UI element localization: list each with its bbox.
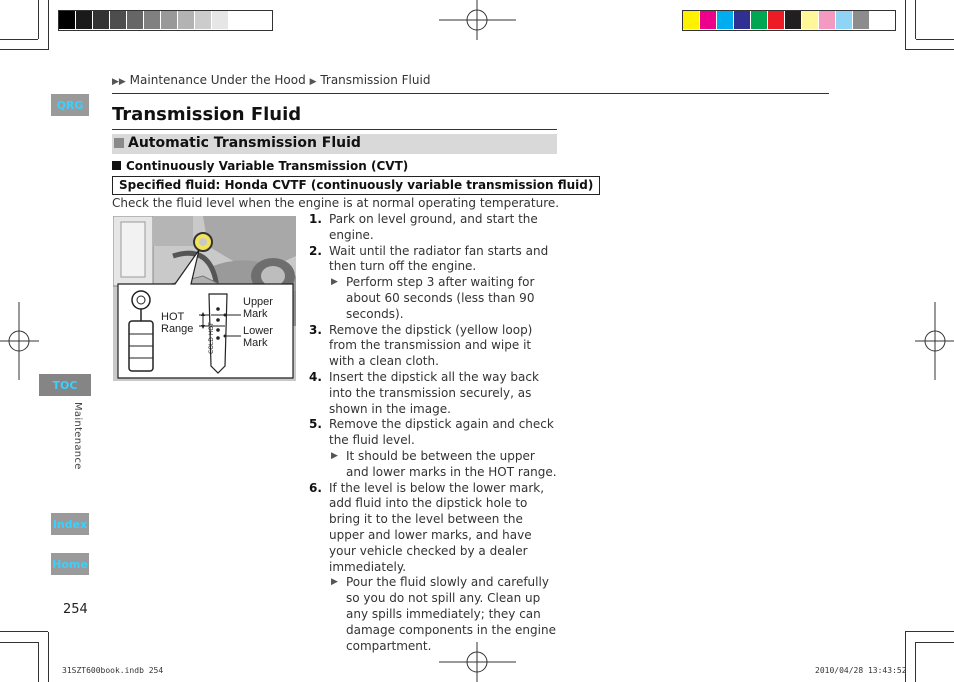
dipstick-illustration: [113, 216, 296, 381]
section-title: Automatic Transmission Fluid: [128, 135, 361, 151]
color-swatch: [683, 11, 700, 29]
color-swatch: [785, 11, 802, 29]
subsection-title: Continuously Variable Transmission (CVT): [126, 159, 409, 173]
subsection-heading: [112, 159, 408, 173]
step-text: Insert the dipstick all the way back into the transmission securely, as shown in the image.: [329, 369, 539, 416]
header-rule: [112, 93, 829, 94]
gray-swatch: [144, 11, 161, 29]
qrg-tab[interactable]: QRG: [51, 94, 89, 116]
color-swatch: [700, 11, 717, 29]
chapter-side-label: Maintenance: [72, 402, 83, 470]
note-arrow-icon: ▶: [331, 577, 338, 588]
step-note-text: It should be between the upper and lower marks in the HOT range.: [346, 448, 557, 479]
step-text: Remove the dipstick again and check the fluid level.: [329, 417, 554, 448]
gray-swatch: [229, 11, 246, 29]
lower-mark-label: Lower Mark: [243, 325, 273, 349]
color-swatch: [802, 11, 819, 29]
hot-range-label: HOT Range: [161, 311, 194, 335]
gray-swatch: [76, 11, 93, 29]
index-tab[interactable]: Index: [51, 513, 89, 535]
step-note-text: Perform step 3 after waiting for about 60 seconds (less than 90 seconds).: [346, 275, 535, 321]
gray-swatch: [212, 11, 229, 29]
section-heading: [112, 134, 557, 154]
gray-swatch: [110, 11, 127, 29]
footer-filename: 31SZT600book.indb 254: [62, 666, 164, 675]
color-swatch: [734, 11, 751, 29]
color-swatch: [819, 11, 836, 29]
step-note: [305, 275, 559, 322]
note-arrow-icon: ▶: [331, 450, 338, 461]
color-swatch: [853, 11, 870, 29]
procedure-steps: [305, 212, 559, 654]
step-number: 1.: [309, 212, 322, 226]
step-text: Park on level ground, and start the engine.: [329, 212, 538, 242]
engine-bay-drawing: [113, 216, 296, 381]
step-item: [305, 323, 559, 370]
toc-tab[interactable]: TOC: [39, 374, 91, 396]
note-arrow-icon: ▶: [331, 277, 338, 288]
intro-text: Check the fluid level when the engine is at normal operating temperature.: [112, 196, 560, 210]
gray-swatch-bar: [59, 11, 246, 29]
color-swatch: [751, 11, 768, 29]
gray-swatch: [195, 11, 212, 29]
step-item: [305, 417, 559, 449]
gray-swatch: [127, 11, 144, 29]
color-swatch-bar: [683, 11, 870, 29]
specified-fluid-box: Specified fluid: Honda CVTF (continuously variable transmission fluid): [112, 176, 600, 195]
breadcrumb-current: Transmission Fluid: [320, 73, 431, 87]
step-text: If the level is below the lower mark, add fluid into the dipstick hole to bring it to the level between the upper and lower marks, and have your vehicle checked by a dealer immediately.: [329, 480, 545, 574]
breadcrumb-link-maintenance[interactable]: Maintenance Under the Hood: [129, 73, 306, 87]
color-swatch: [717, 11, 734, 29]
page-number: 254: [63, 602, 88, 617]
color-swatch: [768, 11, 785, 29]
title-rule: [112, 129, 557, 130]
step-number: 3.: [309, 322, 322, 337]
breadcrumb-arrow-icon: ▶▶: [112, 77, 126, 87]
step-number: 4.: [309, 369, 322, 384]
breadcrumb-arrow-icon: ▶: [309, 77, 317, 87]
subsection-square-icon: [112, 161, 121, 170]
color-swatch: [836, 11, 853, 29]
step-item: [305, 370, 559, 417]
gray-swatch: [161, 11, 178, 29]
step-note: [305, 575, 559, 654]
step-item: [305, 481, 559, 576]
step-number: 2.: [309, 243, 322, 258]
step-item: [305, 244, 559, 276]
step-note-text: Pour the fluid slowly and carefully so you do not spill any. Clean up any spills immediately; they can damage components in the engine compartment.: [346, 575, 556, 653]
page-title: Transmission Fluid: [112, 104, 302, 125]
step-item: [305, 212, 559, 244]
upper-mark-label: Upper Mark: [243, 296, 273, 320]
breadcrumb: [112, 73, 430, 87]
footer-timestamp: 2010/04/28 13:43:52: [815, 666, 907, 675]
gray-swatch: [93, 11, 110, 29]
dipstick-text: COLD HOT: [208, 322, 215, 354]
gray-swatch: [178, 11, 195, 29]
step-number: 5.: [309, 417, 322, 432]
step-text: Remove the dipstick (yellow loop) from the transmission and wipe it with a clean cloth.: [329, 322, 533, 369]
step-number: 6.: [309, 480, 322, 495]
section-square-icon: [114, 138, 124, 148]
step-text: Wait until the radiator fan starts and then turn off the engine.: [329, 243, 549, 274]
home-tab[interactable]: Home: [51, 553, 89, 575]
gray-swatch: [59, 11, 76, 29]
step-note: [305, 449, 559, 481]
